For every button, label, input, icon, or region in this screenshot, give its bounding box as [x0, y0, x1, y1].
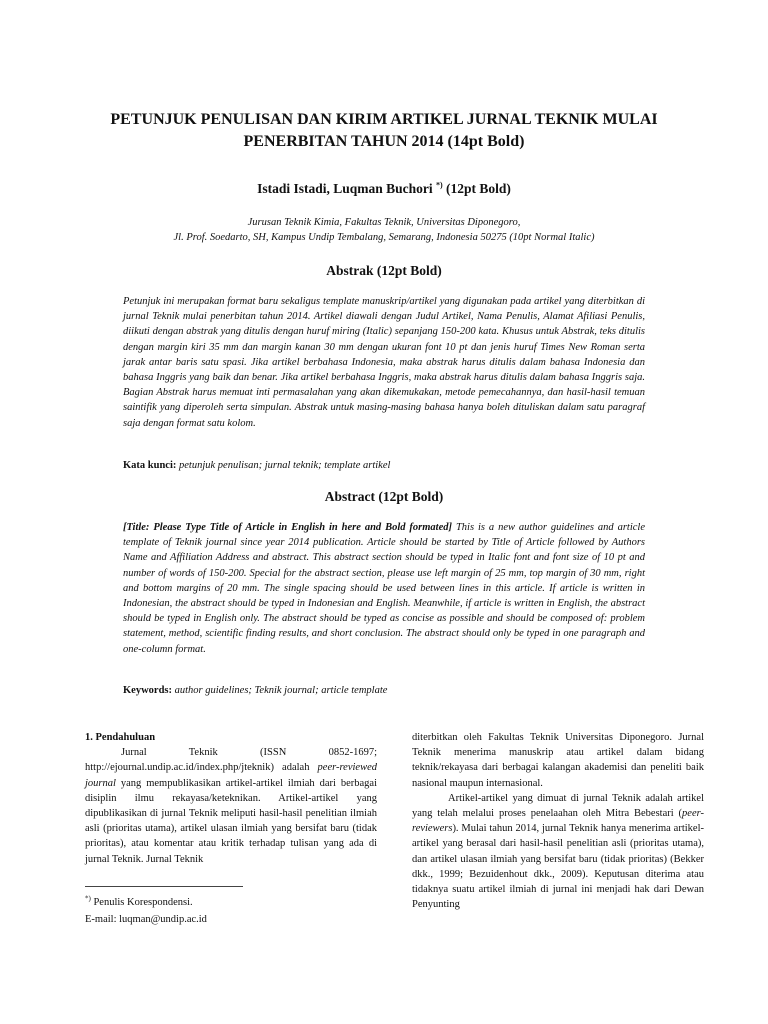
abstract-text: [123, 520, 645, 657]
right-column: [412, 730, 704, 912]
intro-p3-italic: peer-reviewers: [412, 808, 704, 835]
affiliation-line-2: Jl. Prof. Soedarto, SH, Kampus Undip Tembalang, Semarang, Indonesia 50275 (10pt Normal Italic): [173, 232, 595, 243]
abstract-title-note: [Title: Please Type Title of Article in English in here and Bold formated]: [123, 522, 453, 533]
footnote-corresponding: [85, 895, 377, 910]
intro-text-a: Jurnal Teknik (ISSN 0852-1697; http://ejournal.undip.ac.id/index.php/jteknik) adalah: [85, 747, 377, 774]
affiliation-line-1: Jurusan Teknik Kimia, Fakultas Teknik, Universitas Diponegoro,: [247, 217, 521, 228]
intro-paragraph-2: diterbitkan oleh Fakultas Teknik Universitas Diponegoro. Jurnal Teknik menerima manuskrip atau artikel dalam bidang teknik/rekayasa dari berbagai kalangan akademisi dan peneliti baik nasional maupun internasional.: [412, 732, 704, 789]
author-note: (12pt Bold): [446, 181, 511, 196]
keywords-values: author guidelines; Teknik journal; article template: [174, 685, 388, 696]
kata-kunci-values: petunjuk penulisan; jurnal teknik; template artikel: [179, 460, 391, 471]
footnote-mark: *): [85, 894, 91, 903]
kata-kunci: [123, 458, 663, 473]
intro-p3-text-c: ). Mulai tahun 2014, jurnal Teknik hanya menerima artikel-artikel yang berasal dari hasil-hasil penelitian asli (prioritas utama), dan artikel ulasan ilmiah yang bersifat baru (tidak prioritas) (Bekker dkk., 1999; Bezuidenhout dkk., 2009). Keputusan diterima atau tidaknya suatu artikel ilmiah di jurnal ini menjadi hak dari Dewan Penyunting: [412, 823, 704, 911]
footnote-email: E-mail: luqman@undip.ac.id: [85, 914, 207, 925]
intro-text-c: yang mempublikasikan artikel-artikel ilmiah dari berbagai disiplin ilmu rekayasa/keteknikan. Artikel-artikel yang dipublikasikan di jurnal Teknik meliputi hasil-hasil penelitian ilmiah asli (prioritas utama), artikel ulasan ilmiah yang bersifat baru (tidak prioritas), atau komentar atau kritik terhadap tulisan yang ada di jurnal Teknik. Jurnal Teknik: [85, 777, 378, 865]
affiliation: [70, 215, 698, 245]
intro-text-italic: peer-reviewed journal: [85, 762, 377, 789]
intro-p3-text-a: Artikel-artikel yang dimuat di jurnal Teknik adalah artikel yang telah melalui proses penelaahan oleh Mitra Bebestari (: [412, 792, 704, 820]
author-names: Istadi Istadi, Luqman Buchori: [257, 181, 433, 196]
abstract-heading: Abstract (12pt Bold): [324, 489, 444, 504]
intro-paragraph-1: [85, 745, 377, 867]
corresponding-mark: *): [436, 180, 443, 190]
footnote-rule: [85, 886, 243, 887]
keywords-label: Keywords:: [123, 685, 172, 696]
kata-kunci-label: Kata kunci:: [123, 460, 177, 471]
section-heading-pendahuluan: 1. Pendahuluan: [85, 732, 156, 743]
article-title: PETUNJUK PENULISAN DAN KIRIM ARTIKEL JURNAL TEKNIK MULAI PENERBITAN TAHUN 2014 (14pt Bold): [110, 111, 658, 150]
left-column: [85, 730, 377, 867]
abstrak-text: Petunjuk ini merupakan format baru sekaligus template manuskrip/artikel yang digunakan pada artikel yang diterbitkan di jurnal Teknik mulai penerbitan tahun 2014. Artikel diawali dengan Judul Artikel, Nama Penulis, Alamat Afiliasi Penulis, diikuti dengan abstrak yang ditulis dengan huruf miring (Italic) sepanjang 150-200 kata. Khusus untuk Abstrak, teks ditulis dengan margin kiri 35 mm dan margin kanan 30 mm dengan ukuran font 10 pt dan jenis huruf Times New Roman serta jarak antar baris satu spasi. Jika artikel berbahasa Indonesia, maka abstrak harus ditulis dalam bahasa Indonesia dan bahasa Inggris yang baik dan benar. Jika artikel berbahasa Inggris, maka abstrak harus ditulis dalam bahasa Inggris saja. Bagian Abstrak harus memuat inti permasalahan yang akan dikemukakan, metode pemecahannya, dan hasil-hasil temuan saintifik yang diperoleh serta simpulan. Abstrak untuk masing-masing bahasa hanya boleh dituliskan dalam satu paragraf saja dengan format satu kolom.: [123, 296, 645, 429]
abstrak-heading: Abstrak (12pt Bold): [326, 263, 442, 278]
abstract-body: This is a new author guidelines and article template of Teknik journal since year 2014 publication. Article should be started by Title of Article followed by Authors Name and Affiliation Address and abstract. This abstract section should be typed in Italic font and font size of 10 pt and number of words of 150-200. Special for the abstract section, please use left margin of 25 mm, top margin of 30 mm, right and bottom margins of 20 mm. The single spacing should be used between lines in this article. If article is written in Indonesian, the abstract should be typed in Indonesian and English. Meanwhile, if article is written in English, the abstract should be typed in English only. The abstract should be typed as concise as possible and should be composed of: problem statement, method, scientific finding results, and short conclusion. The abstract should only be typed in one paragraph and one-column format.: [123, 522, 646, 655]
footnote-corresponding-text: Penulis Korespondensi.: [93, 897, 193, 908]
keywords: [123, 683, 663, 698]
author-line: [70, 180, 698, 198]
intro-paragraph-3: [412, 791, 704, 913]
